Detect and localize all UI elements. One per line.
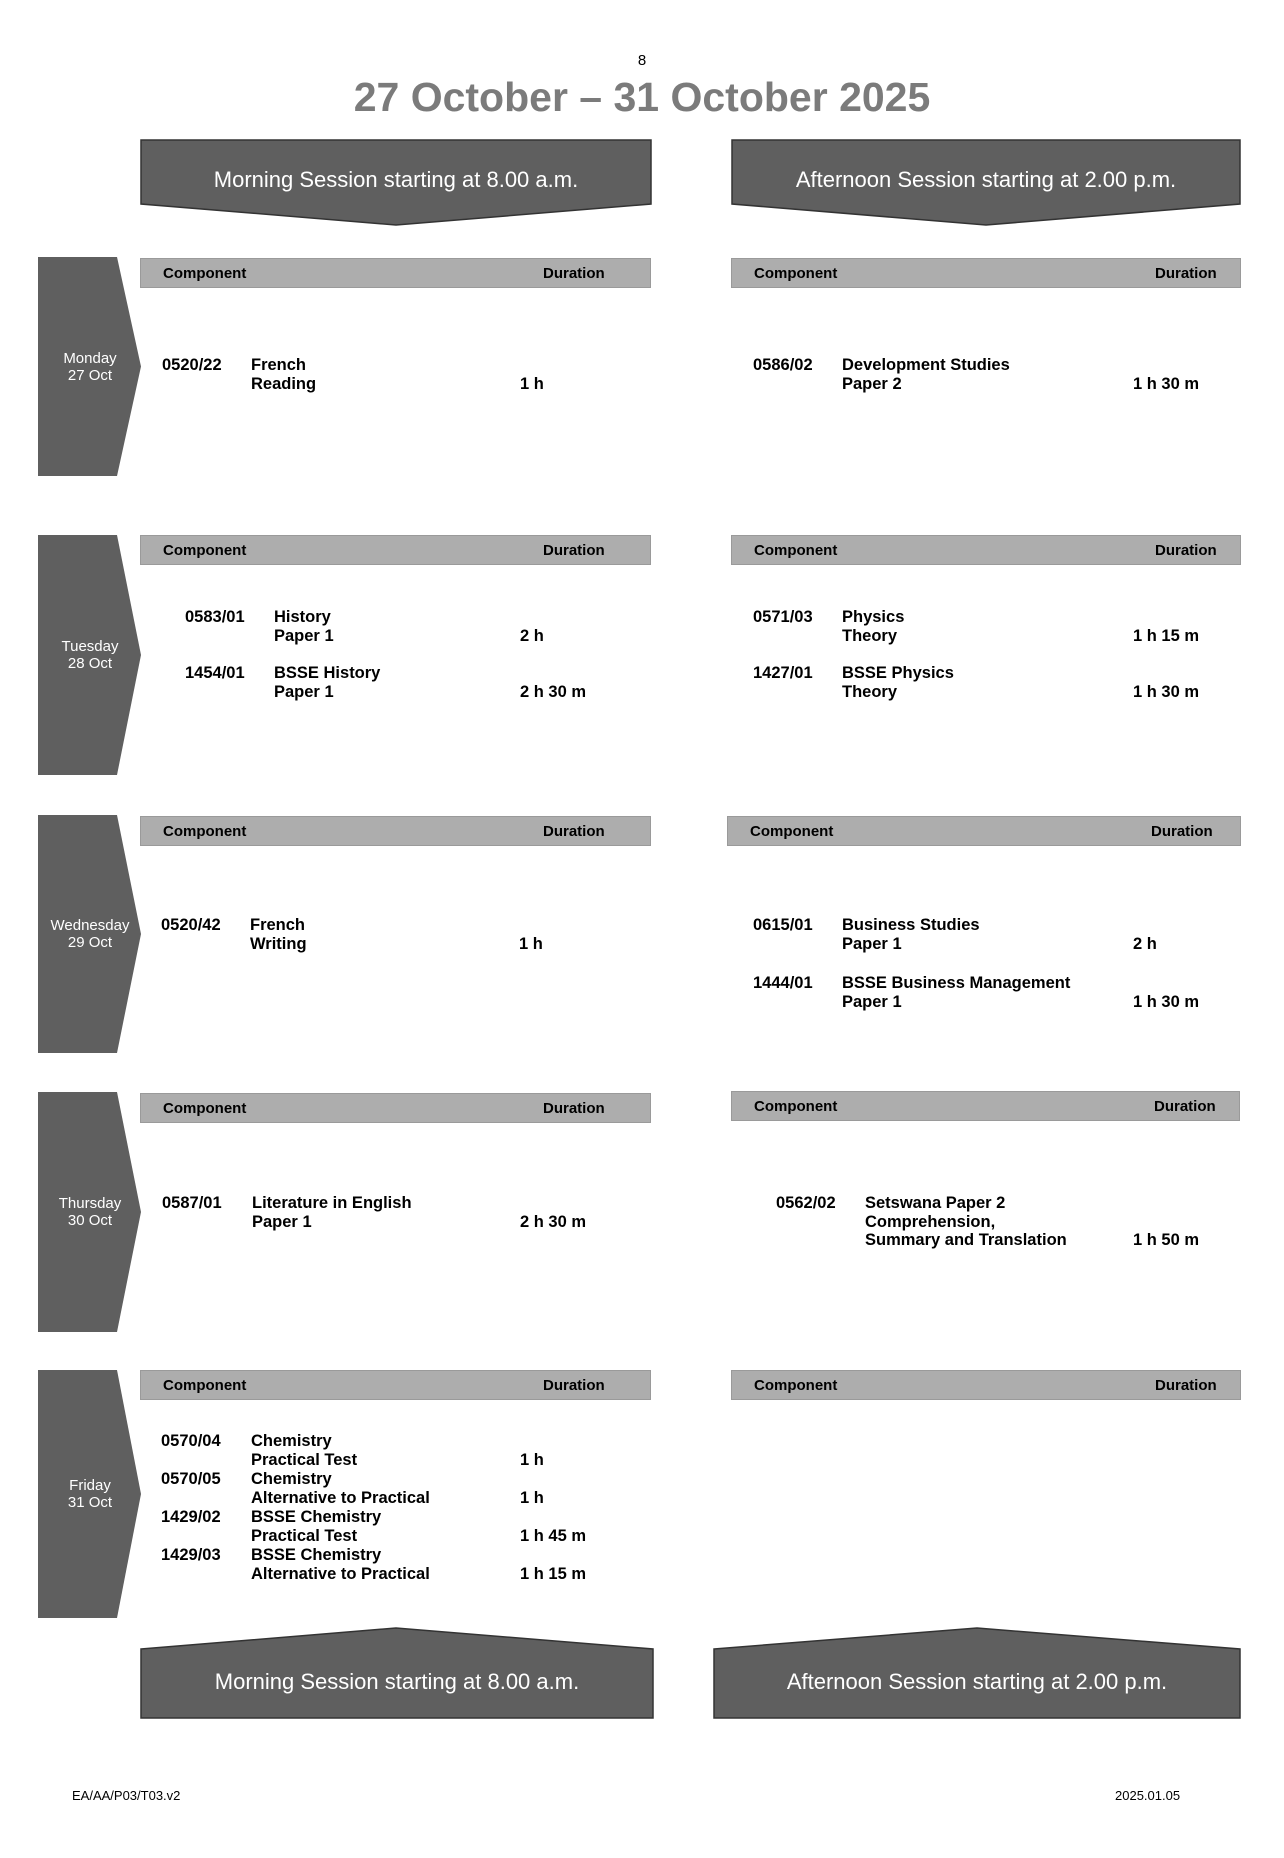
day-name: Wednesday bbox=[50, 917, 130, 934]
component-duration: 2 h 30 m bbox=[520, 1212, 587, 1231]
exam-entry bbox=[185, 608, 640, 645]
component-header: Component bbox=[754, 1098, 838, 1115]
component-header: Component bbox=[163, 1100, 247, 1117]
component-code: 1444/01 bbox=[753, 974, 813, 992]
component-title-line: Physics bbox=[842, 608, 905, 626]
component-duration: 2 h 30 m bbox=[520, 682, 587, 701]
exam-entry bbox=[753, 608, 1253, 645]
exam-entry bbox=[185, 664, 640, 701]
exam-entry bbox=[753, 974, 1253, 1011]
component-duration: 1 h 15 m bbox=[1133, 626, 1200, 645]
day-name: Monday bbox=[63, 349, 117, 367]
exam-entry bbox=[753, 356, 1253, 393]
component-title-line: French bbox=[250, 916, 306, 934]
component-code: 0586/02 bbox=[753, 356, 813, 374]
morning-header-bar bbox=[140, 535, 651, 565]
day-name: Thursday bbox=[58, 1195, 122, 1212]
component-title-line: Paper 2 bbox=[842, 374, 902, 393]
day-date: 27 Oct bbox=[67, 366, 113, 384]
component-title-line: Setswana Paper 2 bbox=[865, 1194, 1006, 1212]
component-title-line: Theory bbox=[842, 626, 898, 645]
exam-entry bbox=[161, 1546, 640, 1583]
component-title-line: Chemistry bbox=[251, 1470, 332, 1488]
component-title-line: BSSE Chemistry bbox=[251, 1508, 382, 1526]
component-title bbox=[251, 1432, 357, 1469]
day-tab-thursday bbox=[38, 1092, 142, 1332]
component-title-line: Paper 1 bbox=[274, 682, 334, 701]
day-label bbox=[38, 917, 142, 951]
day-label bbox=[38, 350, 142, 384]
component-code: 1454/01 bbox=[185, 664, 245, 682]
component-title-line: Alternative to Practical bbox=[251, 1488, 430, 1507]
day-label bbox=[38, 638, 142, 672]
component-title bbox=[842, 608, 904, 645]
day-date: 31 Oct bbox=[67, 1494, 113, 1511]
morning-header-bar bbox=[140, 258, 651, 288]
duration-header: Duration bbox=[543, 1100, 605, 1117]
duration-header: Duration bbox=[1155, 265, 1217, 282]
component-code: 1429/02 bbox=[161, 1508, 221, 1526]
component-title bbox=[251, 1470, 430, 1507]
exam-entry bbox=[753, 664, 1253, 701]
component-title bbox=[842, 356, 1010, 393]
component-duration: 2 h bbox=[1133, 934, 1157, 953]
version-date: 2025.01.05 bbox=[1115, 1788, 1181, 1803]
afternoon-header-bar bbox=[731, 1370, 1241, 1400]
component-duration: 1 h 15 m bbox=[520, 1564, 587, 1583]
exam-entry bbox=[162, 1194, 640, 1231]
exam-entry bbox=[161, 916, 639, 953]
afternoon-session-label: Afternoon Session starting at 2.00 p.m. bbox=[795, 167, 1177, 192]
morning-session-banner-top bbox=[140, 139, 652, 227]
component-duration: 1 h bbox=[520, 1450, 544, 1469]
component-title-line: Practical Test bbox=[251, 1526, 358, 1545]
component-title-line: Summary and Translation bbox=[865, 1231, 1067, 1249]
component-code: 1429/03 bbox=[161, 1546, 221, 1564]
component-header: Component bbox=[750, 823, 834, 840]
component-title-line: Paper 1 bbox=[842, 992, 902, 1011]
component-code: 0520/22 bbox=[162, 356, 222, 374]
component-code: 0570/05 bbox=[161, 1470, 221, 1488]
day-label bbox=[38, 1477, 142, 1511]
page-number: 8 bbox=[637, 52, 647, 69]
component-code: 0587/01 bbox=[162, 1194, 222, 1212]
component-title-line: Reading bbox=[251, 374, 317, 393]
duration-header: Duration bbox=[1154, 1098, 1216, 1115]
duration-header: Duration bbox=[1155, 542, 1217, 559]
component-title-line: Chemistry bbox=[251, 1432, 332, 1450]
exam-entry bbox=[776, 1194, 1253, 1250]
morning-header-bar bbox=[140, 1093, 651, 1123]
duration-header: Duration bbox=[543, 265, 605, 282]
component-header: Component bbox=[163, 823, 247, 840]
morning-session-label: Morning Session starting at 8.00 a.m. bbox=[214, 1669, 580, 1694]
component-title-line: French bbox=[251, 356, 307, 374]
component-title-line: Literature in English bbox=[252, 1194, 412, 1212]
component-title-line: BSSE History bbox=[274, 664, 381, 682]
component-title-line: Development Studies bbox=[842, 356, 1010, 374]
morning-session-label: Morning Session starting at 8.00 a.m. bbox=[213, 167, 579, 192]
component-code: 0571/03 bbox=[753, 608, 813, 626]
component-header: Component bbox=[163, 1377, 247, 1394]
component-title bbox=[842, 916, 980, 953]
component-code: 0583/01 bbox=[185, 608, 245, 626]
component-code: 0520/42 bbox=[161, 916, 221, 934]
afternoon-session-banner-top bbox=[731, 139, 1241, 227]
component-title bbox=[250, 916, 307, 953]
component-title bbox=[251, 1546, 430, 1583]
component-title-line: Practical Test bbox=[251, 1450, 358, 1469]
component-duration: 1 h bbox=[519, 934, 543, 953]
day-tab-tuesday bbox=[38, 535, 142, 775]
component-title bbox=[251, 356, 316, 393]
afternoon-header-bar bbox=[731, 535, 1241, 565]
component-duration: 1 h bbox=[520, 374, 544, 393]
component-code: 0570/04 bbox=[161, 1432, 221, 1450]
document-reference: EA/AA/P03/T03.v2 bbox=[72, 1788, 181, 1803]
duration-header: Duration bbox=[543, 823, 605, 840]
component-header: Component bbox=[163, 542, 247, 559]
component-header: Component bbox=[754, 542, 838, 559]
exam-entry bbox=[753, 916, 1253, 953]
afternoon-session-label: Afternoon Session starting at 2.00 p.m. bbox=[786, 1669, 1168, 1694]
morning-session-banner-bottom bbox=[140, 1627, 654, 1719]
component-duration: 1 h 30 m bbox=[1133, 682, 1200, 701]
day-label bbox=[38, 1195, 142, 1229]
exam-entry bbox=[161, 1470, 640, 1507]
component-duration: 1 h bbox=[520, 1488, 544, 1507]
component-duration: 1 h 30 m bbox=[1133, 992, 1200, 1011]
component-title-line: Alternative to Practical bbox=[251, 1564, 430, 1583]
component-duration: 1 h 30 m bbox=[1133, 374, 1200, 393]
component-title bbox=[274, 608, 334, 645]
duration-header: Duration bbox=[1151, 823, 1213, 840]
component-title-line: BSSE Chemistry bbox=[251, 1546, 382, 1564]
component-title-line: Theory bbox=[842, 682, 898, 701]
component-title bbox=[842, 664, 954, 701]
component-title bbox=[274, 664, 380, 701]
duration-header: Duration bbox=[543, 1377, 605, 1394]
duration-header: Duration bbox=[1155, 1377, 1217, 1394]
day-date: 29 Oct bbox=[67, 934, 113, 951]
component-title-line: BSSE Business Management bbox=[842, 974, 1071, 992]
component-code: 0615/01 bbox=[753, 916, 813, 934]
component-header: Component bbox=[754, 265, 838, 282]
component-duration: 1 h 45 m bbox=[520, 1526, 587, 1545]
component-title-line: Paper 1 bbox=[274, 626, 334, 645]
duration-header: Duration bbox=[543, 542, 605, 559]
component-header: Component bbox=[163, 265, 247, 282]
exam-entry bbox=[162, 356, 640, 393]
page-title: 27 October – 31 October 2025 bbox=[353, 74, 931, 120]
day-tab-wednesday bbox=[38, 815, 142, 1053]
day-name: Tuesday bbox=[61, 638, 119, 655]
component-title-line: History bbox=[274, 608, 331, 626]
component-title bbox=[842, 974, 1070, 1011]
component-title bbox=[252, 1194, 412, 1231]
component-title-line: BSSE Physics bbox=[842, 664, 954, 682]
afternoon-header-bar bbox=[731, 1091, 1240, 1121]
day-tab-monday bbox=[38, 257, 142, 476]
component-title-line: Business Studies bbox=[842, 916, 980, 934]
day-tab-friday bbox=[38, 1370, 142, 1618]
component-duration: 1 h 50 m bbox=[1133, 1231, 1200, 1249]
exam-entry bbox=[161, 1508, 640, 1545]
component-title bbox=[251, 1508, 381, 1545]
afternoon-session-banner-bottom bbox=[713, 1627, 1241, 1719]
component-title-line: Paper 1 bbox=[842, 934, 902, 953]
afternoon-header-bar bbox=[727, 816, 1241, 846]
morning-header-bar bbox=[140, 816, 651, 846]
morning-header-bar bbox=[140, 1370, 651, 1400]
day-date: 30 Oct bbox=[67, 1212, 113, 1229]
exam-entry bbox=[161, 1432, 640, 1469]
component-title-line: Paper 1 bbox=[252, 1212, 312, 1231]
component-title-line: Comprehension, bbox=[865, 1212, 996, 1231]
afternoon-header-bar bbox=[731, 258, 1241, 288]
day-date: 28 Oct bbox=[67, 655, 113, 672]
component-duration: 2 h bbox=[520, 626, 544, 645]
component-header: Component bbox=[754, 1377, 838, 1394]
component-code: 0562/02 bbox=[776, 1194, 836, 1212]
component-code: 1427/01 bbox=[753, 664, 813, 682]
component-title bbox=[865, 1194, 1067, 1250]
component-title-line: Writing bbox=[250, 934, 307, 953]
day-name: Friday bbox=[69, 1477, 111, 1494]
